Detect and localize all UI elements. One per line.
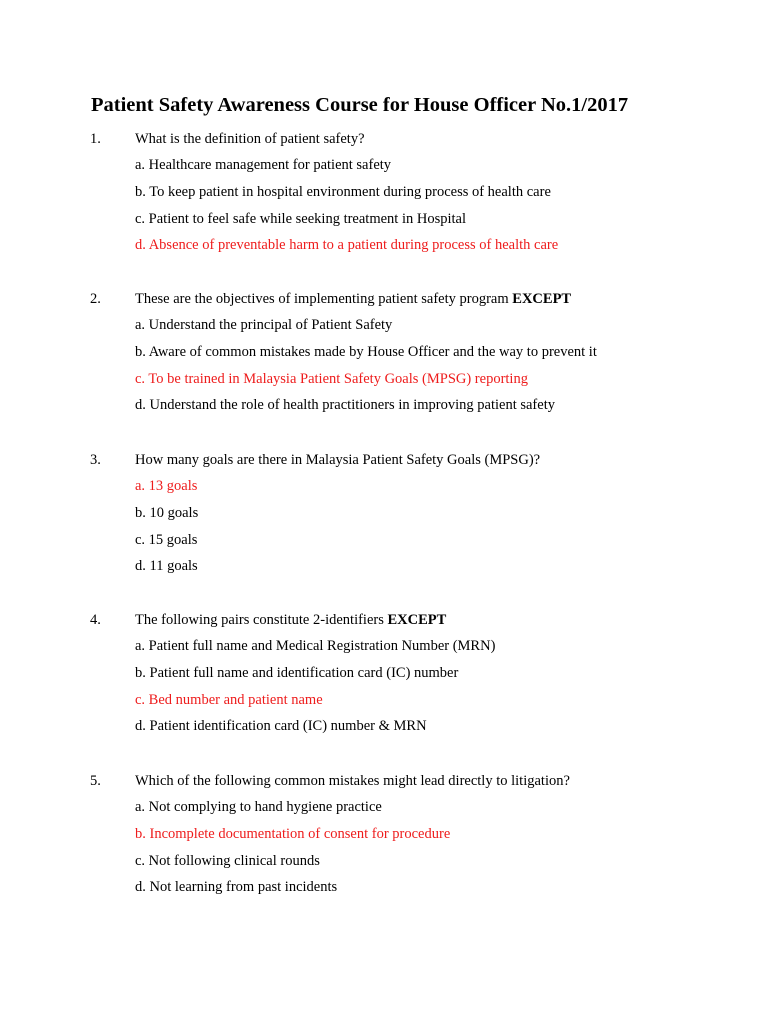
question-text: Which of the following common mistakes might lead directly to litigation?: [135, 773, 570, 789]
option-c-correct-answer: c. Bed number and patient name: [135, 692, 323, 708]
question-emphasis: EXCEPT: [387, 612, 447, 628]
option-d: d. Understand the role of health practitioners in improving patient safety: [135, 397, 555, 413]
option-c: c. Patient to feel safe while seeking treatment in Hospital: [135, 211, 466, 227]
option-d: d. Not learning from past incidents: [135, 879, 338, 895]
option-d-correct-answer: d. Absence of preventable harm to a patient during process of health care: [135, 237, 559, 253]
question-emphasis: EXCEPT: [512, 291, 572, 307]
question-text: These are the objectives of implementing patient safety program EXCEPT: [135, 291, 572, 307]
question-number: 3.: [90, 452, 101, 468]
option-c: c. Not following clinical rounds: [135, 853, 320, 869]
question-number: 1.: [90, 131, 101, 147]
option-b: b. To keep patient in hospital environment during process of health care: [135, 184, 551, 200]
question-number: 4.: [90, 612, 101, 628]
option-a: a. Patient full name and Medical Registration Number (MRN): [135, 638, 496, 654]
question-text: How many goals are there in Malaysia Patient Safety Goals (MPSG)?: [135, 452, 541, 468]
question-text: What is the definition of patient safety?: [135, 131, 365, 147]
option-c-correct-answer: c. To be trained in Malaysia Patient Safety Goals (MPSG) reporting: [135, 371, 528, 387]
option-b-correct-answer: b. Incomplete documentation of consent for procedure: [135, 826, 451, 842]
document-title: Patient Safety Awareness Course for House Officer No.1/2017: [91, 94, 629, 116]
question-text: The following pairs constitute 2-identifiers EXCEPT: [135, 612, 447, 628]
question-number: 5.: [90, 773, 101, 789]
option-d: d. 11 goals: [135, 558, 198, 574]
option-b: b. 10 goals: [135, 505, 199, 521]
option-d: d. Patient identification card (IC) number & MRN: [135, 718, 427, 734]
option-c: c. 15 goals: [135, 532, 198, 548]
option-a: a. Understand the principal of Patient Safety: [135, 317, 393, 333]
option-a: a. Not complying to hand hygiene practice: [135, 799, 382, 815]
option-b: b. Aware of common mistakes made by House Officer and the way to prevent it: [135, 344, 597, 360]
option-a: a. Healthcare management for patient safety: [135, 157, 392, 173]
question-number: 2.: [90, 291, 101, 307]
option-a-correct-answer: a. 13 goals: [135, 478, 198, 494]
option-b: b. Patient full name and identification card (IC) number: [135, 665, 459, 681]
